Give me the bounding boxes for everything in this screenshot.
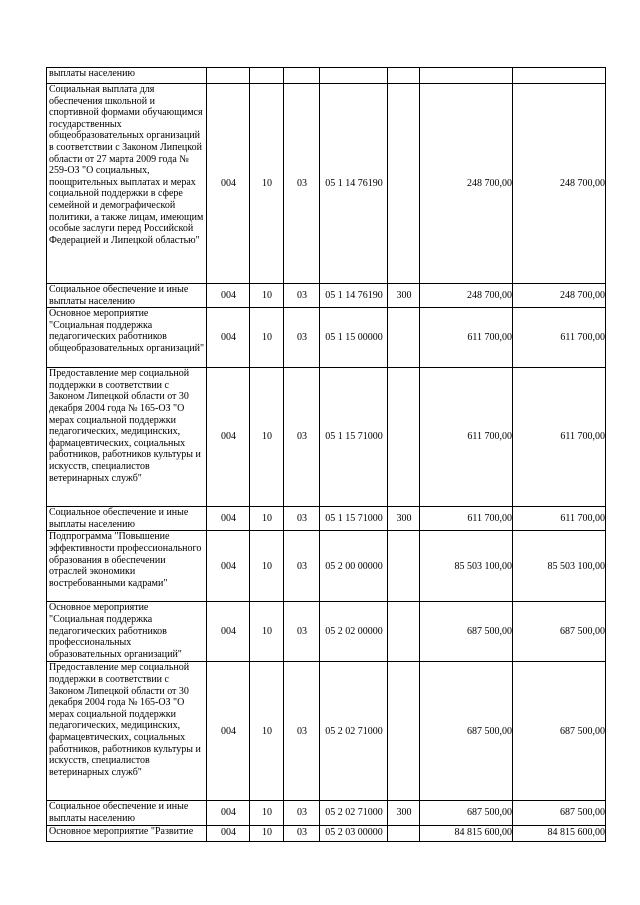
- section-code-cell: 10: [250, 368, 284, 507]
- subsection-code-cell: 03: [284, 368, 320, 507]
- subsection-code-cell: [284, 68, 320, 84]
- document-page: [46, 67, 605, 842]
- amount-year2-cell: 687 500,00: [513, 801, 606, 825]
- amount-year1-cell: 687 500,00: [420, 602, 513, 662]
- section-code-cell: 10: [250, 801, 284, 825]
- subsection-code-cell: 03: [284, 602, 320, 662]
- row-name-cell: Социальное обеспечение и иные выплаты населению: [47, 801, 207, 825]
- table-row: [47, 284, 606, 308]
- section-code-cell: 10: [250, 308, 284, 368]
- amount-year1-cell: 687 500,00: [420, 662, 513, 801]
- target-article-code-cell: 05 2 02 00000: [320, 602, 388, 662]
- amount-year2-cell: [513, 68, 606, 84]
- grbs-code-cell: 004: [207, 308, 250, 368]
- expense-type-code-cell: 300: [388, 284, 420, 308]
- row-name-cell: Основное мероприятие "Социальная поддержка педагогических работников профессиональных образовательных организаций": [47, 602, 207, 662]
- amount-year1-cell: 85 503 100,00: [420, 531, 513, 602]
- row-name-cell: Социальная выплата для обеспечения школьной и спортивной формами обучающимся государственных общеобразовательных организаций в соответствии с Законом Липецкой области от 27 марта 2009 года № 259-ОЗ "О социальных, поощрительных выплатах и мерах социальной поддержки в сфере семейной и демографической политики, а также лицам, имеющим особые заслуги перед Российской Федерацией и Липецкой областью": [47, 84, 207, 284]
- amount-year1-cell: [420, 68, 513, 84]
- amount-year2-cell: 84 815 600,00: [513, 825, 606, 841]
- table-row: [47, 825, 606, 841]
- table-row: [47, 84, 606, 284]
- amount-year1-cell: 248 700,00: [420, 284, 513, 308]
- expense-type-code-cell: [388, 602, 420, 662]
- budget-table: [46, 67, 606, 842]
- expense-type-code-cell: [388, 368, 420, 507]
- target-article-code-cell: 05 2 02 71000: [320, 801, 388, 825]
- table-row: [47, 368, 606, 507]
- amount-year1-cell: 611 700,00: [420, 368, 513, 507]
- subsection-code-cell: 03: [284, 531, 320, 602]
- amount-year2-cell: 687 500,00: [513, 602, 606, 662]
- table-row: [47, 308, 606, 368]
- row-name-cell: Предоставление мер социальной поддержки в соответствии с Законом Липецкой области от 30 декабря 2004 года № 165-ОЗ "О мерах социальной поддержки педагогических, медицинских, фармацевтических, социальных работников, работников культуры и искусств, специалистов ветеринарных служб": [47, 368, 207, 507]
- amount-year2-cell: 248 700,00: [513, 284, 606, 308]
- target-article-code-cell: 05 2 03 00000: [320, 825, 388, 841]
- target-article-code-cell: [320, 68, 388, 84]
- expense-type-code-cell: 300: [388, 507, 420, 531]
- row-name-cell: выплаты населению: [47, 68, 207, 84]
- target-article-code-cell: 05 2 02 71000: [320, 662, 388, 801]
- grbs-code-cell: [207, 68, 250, 84]
- table-row: [47, 801, 606, 825]
- expense-type-code-cell: 300: [388, 801, 420, 825]
- grbs-code-cell: 004: [207, 531, 250, 602]
- budget-table-body: [47, 68, 606, 842]
- section-code-cell: 10: [250, 662, 284, 801]
- expense-type-code-cell: [388, 825, 420, 841]
- subsection-code-cell: 03: [284, 308, 320, 368]
- subsection-code-cell: 03: [284, 662, 320, 801]
- target-article-code-cell: 05 1 14 76190: [320, 284, 388, 308]
- target-article-code-cell: 05 1 14 76190: [320, 84, 388, 284]
- grbs-code-cell: 004: [207, 602, 250, 662]
- expense-type-code-cell: [388, 84, 420, 284]
- section-code-cell: 10: [250, 602, 284, 662]
- table-row: [47, 662, 606, 801]
- subsection-code-cell: 03: [284, 84, 320, 284]
- table-row: [47, 507, 606, 531]
- amount-year2-cell: 611 700,00: [513, 507, 606, 531]
- amount-year2-cell: 248 700,00: [513, 84, 606, 284]
- subsection-code-cell: 03: [284, 801, 320, 825]
- row-name-cell: Социальное обеспечение и иные выплаты населению: [47, 507, 207, 531]
- table-row: [47, 602, 606, 662]
- target-article-code-cell: 05 1 15 00000: [320, 308, 388, 368]
- expense-type-code-cell: [388, 531, 420, 602]
- row-name-cell: Подпрограмма "Повышение эффективности профессионального образования в обеспечении отраслей экономики востребованными кадрами": [47, 531, 207, 602]
- section-code-cell: 10: [250, 284, 284, 308]
- amount-year2-cell: 85 503 100,00: [513, 531, 606, 602]
- expense-type-code-cell: [388, 308, 420, 368]
- target-article-code-cell: 05 2 00 00000: [320, 531, 388, 602]
- amount-year1-cell: 687 500,00: [420, 801, 513, 825]
- row-name-cell: Основное мероприятие "Социальная поддержка педагогических работников общеобразовательных организаций": [47, 308, 207, 368]
- section-code-cell: 10: [250, 825, 284, 841]
- expense-type-code-cell: [388, 662, 420, 801]
- section-code-cell: 10: [250, 84, 284, 284]
- row-name-cell: Предоставление мер социальной поддержки в соответствии с Законом Липецкой области от 30 декабря 2004 года № 165-ОЗ "О мерах социальной поддержки педагогических, медицинских, фармацевтических, социальных работников, работников культуры и искусств, специалистов ветеринарных служб": [47, 662, 207, 801]
- amount-year1-cell: 248 700,00: [420, 84, 513, 284]
- amount-year2-cell: 611 700,00: [513, 308, 606, 368]
- amount-year2-cell: 611 700,00: [513, 368, 606, 507]
- section-code-cell: [250, 68, 284, 84]
- grbs-code-cell: 004: [207, 284, 250, 308]
- amount-year2-cell: 687 500,00: [513, 662, 606, 801]
- grbs-code-cell: 004: [207, 84, 250, 284]
- amount-year1-cell: 84 815 600,00: [420, 825, 513, 841]
- section-code-cell: 10: [250, 507, 284, 531]
- grbs-code-cell: 004: [207, 368, 250, 507]
- amount-year1-cell: 611 700,00: [420, 507, 513, 531]
- amount-year1-cell: 611 700,00: [420, 308, 513, 368]
- grbs-code-cell: 004: [207, 801, 250, 825]
- section-code-cell: 10: [250, 531, 284, 602]
- grbs-code-cell: 004: [207, 825, 250, 841]
- table-row: [47, 531, 606, 602]
- row-name-cell: Основное мероприятие "Развитие: [47, 825, 207, 841]
- grbs-code-cell: 004: [207, 662, 250, 801]
- grbs-code-cell: 004: [207, 507, 250, 531]
- subsection-code-cell: 03: [284, 507, 320, 531]
- row-name-cell: Социальное обеспечение и иные выплаты населению: [47, 284, 207, 308]
- target-article-code-cell: 05 1 15 71000: [320, 368, 388, 507]
- expense-type-code-cell: [388, 68, 420, 84]
- subsection-code-cell: 03: [284, 284, 320, 308]
- target-article-code-cell: 05 1 15 71000: [320, 507, 388, 531]
- subsection-code-cell: 03: [284, 825, 320, 841]
- table-row: [47, 68, 606, 84]
